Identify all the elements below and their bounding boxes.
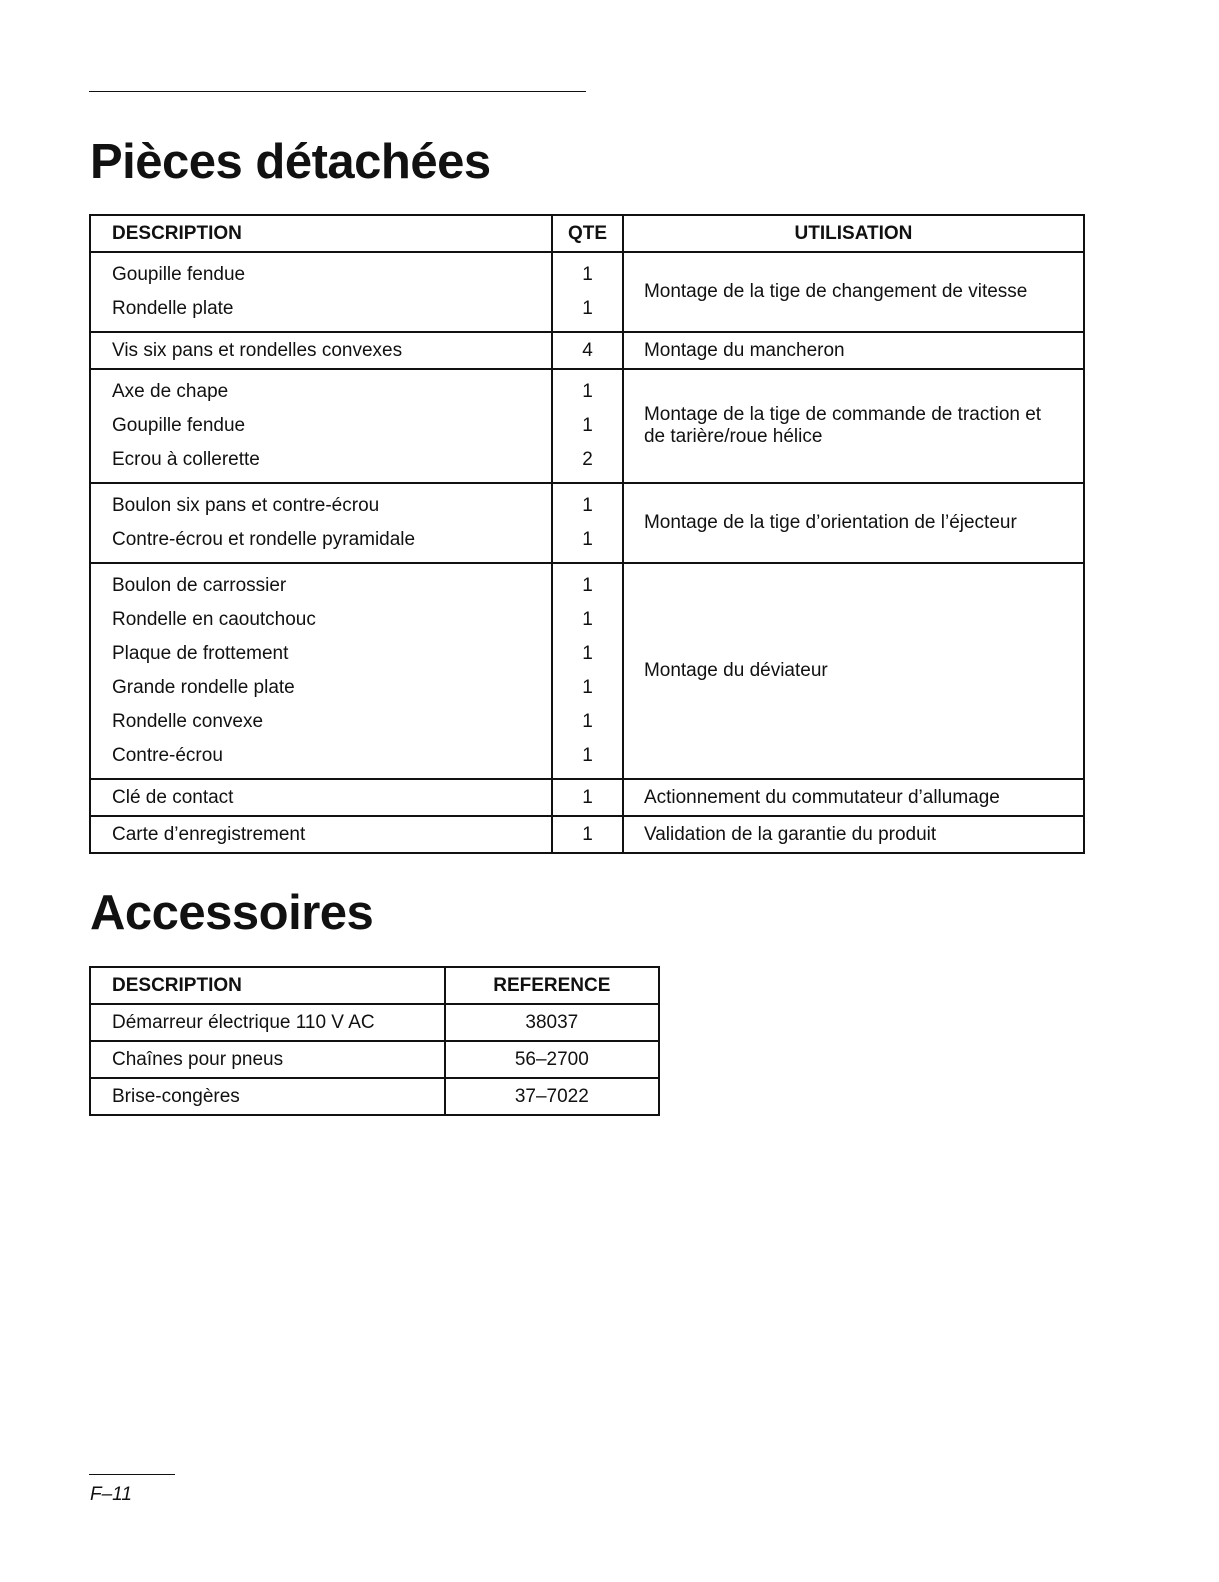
parts-group-row (90, 332, 1084, 369)
accessory-reference: 38037 (445, 1004, 659, 1041)
part-qty: 1 (582, 676, 593, 698)
part-description: Plaque de frottement (112, 642, 289, 664)
page-number: F–11 (90, 1484, 132, 1505)
accessories-table (89, 966, 660, 1116)
parts-title: Pièces détachées (90, 135, 491, 189)
part-qty: 1 (582, 642, 593, 664)
part-description: Axe de chape (112, 380, 229, 402)
parts-group-row (90, 779, 1084, 816)
part-qty: 4 (552, 332, 623, 369)
footer-rule (89, 1474, 175, 1475)
header-reference: REFERENCE (445, 967, 659, 1004)
header-usage: UTILISATION (623, 215, 1084, 252)
part-description: Contre-écrou et rondelle pyramidale (112, 528, 416, 550)
header-qty: QTE (552, 215, 623, 252)
part-qty: 1 (552, 779, 623, 816)
accessory-description: Chaînes pour pneus (90, 1041, 445, 1078)
part-qty: 1 (582, 297, 593, 319)
parts-group-row (90, 369, 1084, 483)
accessory-reference: 37–7022 (445, 1078, 659, 1115)
accessory-row (90, 1004, 659, 1041)
group-descriptions (90, 483, 552, 563)
group-quantities (552, 483, 623, 563)
part-description: Goupille fendue (112, 263, 246, 285)
part-description: Contre-écrou (112, 744, 223, 766)
part-qty: 1 (582, 608, 593, 630)
part-description: Ecrou à collerette (112, 448, 260, 470)
group-usage: Montage de la tige de changement de vitesse (623, 252, 1084, 332)
group-quantities (552, 563, 623, 779)
parts-table (89, 214, 1085, 854)
group-descriptions (90, 563, 552, 779)
part-description: Boulon de carrossier (112, 574, 287, 596)
part-description: Rondelle en caoutchouc (112, 608, 316, 630)
accessory-description: Brise-congères (90, 1078, 445, 1115)
parts-group-row (90, 252, 1084, 332)
part-qty: 1 (582, 414, 593, 436)
group-usage: Montage de la tige de commande de traction et de tarière/roue hélice (623, 369, 1084, 483)
part-description: Boulon six pans et contre-écrou (112, 494, 380, 516)
part-qty: 1 (552, 816, 623, 853)
accessory-row (90, 1078, 659, 1115)
part-description: Rondelle convexe (112, 710, 264, 732)
part-qty: 1 (582, 494, 593, 516)
parts-header-row (90, 215, 1084, 252)
accessory-description: Démarreur électrique 110 V AC (90, 1004, 445, 1041)
top-rule (89, 91, 586, 92)
group-descriptions (90, 252, 552, 332)
group-descriptions (90, 369, 552, 483)
part-description: Clé de contact (90, 779, 552, 816)
part-qty: 1 (582, 263, 593, 285)
header-description: DESCRIPTION (90, 215, 552, 252)
part-description: Carte d’enregistrement (90, 816, 552, 853)
part-qty: 1 (582, 574, 593, 596)
group-usage: Montage de la tige d’orientation de l’éjecteur (623, 483, 1084, 563)
header-description: DESCRIPTION (90, 967, 445, 1004)
part-description: Vis six pans et rondelles convexes (90, 332, 552, 369)
accessory-reference: 56–2700 (445, 1041, 659, 1078)
accessories-title: Accessoires (90, 886, 374, 940)
part-qty: 1 (582, 710, 593, 732)
group-quantities (552, 252, 623, 332)
part-qty: 2 (582, 448, 593, 470)
part-qty: 1 (582, 744, 593, 766)
parts-group-row (90, 816, 1084, 853)
group-usage: Montage du déviateur (623, 563, 1084, 779)
group-usage: Actionnement du commutateur d’allumage (623, 779, 1084, 816)
accessories-header-row (90, 967, 659, 1004)
parts-group-row (90, 563, 1084, 779)
part-description: Goupille fendue (112, 414, 246, 436)
part-qty: 1 (582, 528, 593, 550)
group-quantities (552, 369, 623, 483)
accessory-row (90, 1041, 659, 1078)
part-description: Rondelle plate (112, 297, 234, 319)
parts-group-row (90, 483, 1084, 563)
part-description: Grande rondelle plate (112, 676, 295, 698)
group-usage: Validation de la garantie du produit (623, 816, 1084, 853)
part-qty: 1 (582, 380, 593, 402)
group-usage: Montage du mancheron (623, 332, 1084, 369)
